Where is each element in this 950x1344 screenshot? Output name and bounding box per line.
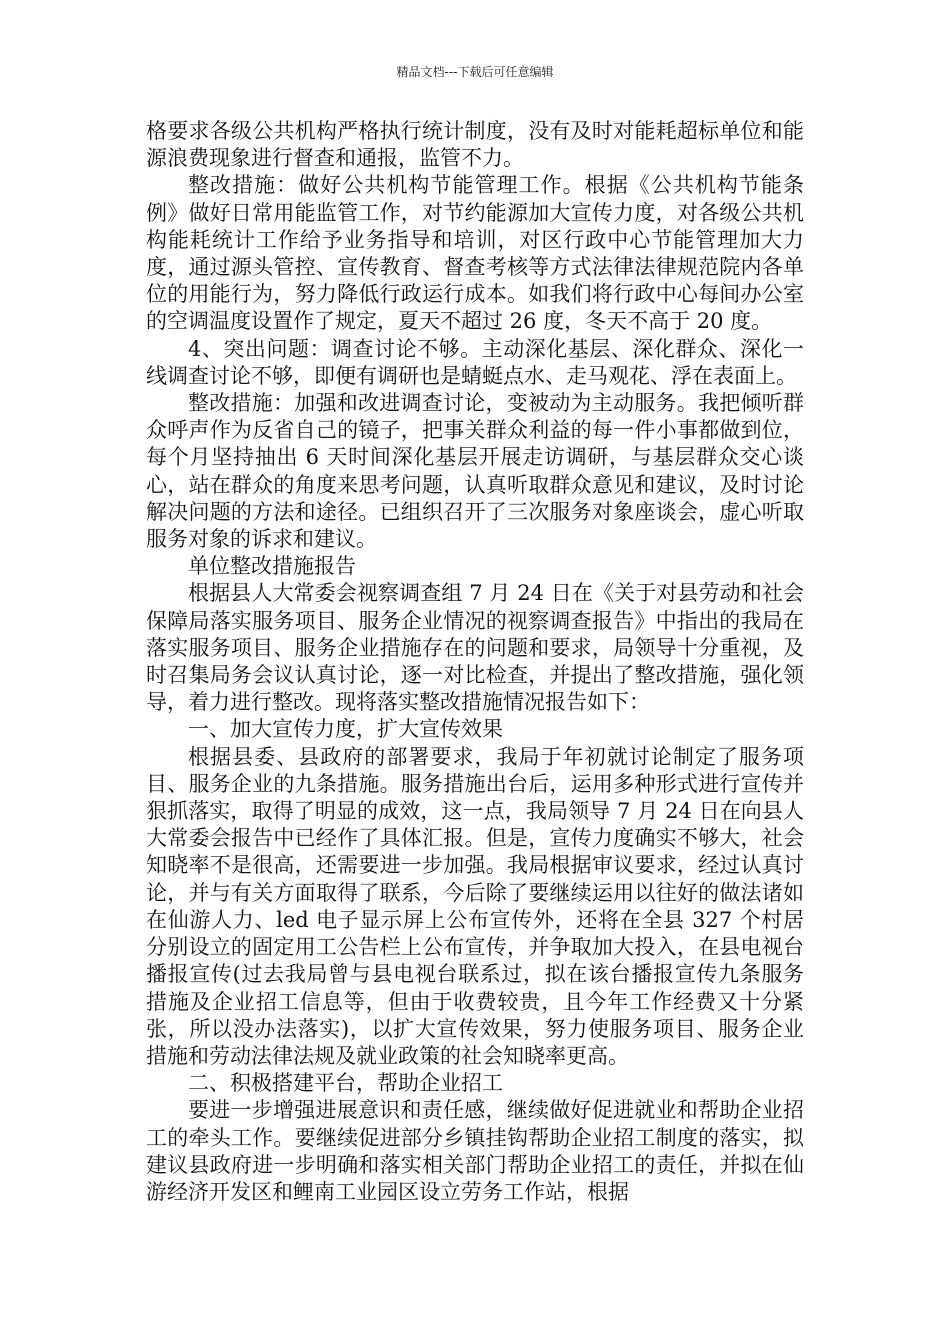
paragraph-10: 要进一步增强进展意识和责任感，继续做好促进就业和帮助企业招工的牵头工作。要继续促进部分乡镇挂钩帮助企业招工制度的落实，拟建议县政府进一步明确和落实相关部门帮助企业招工的责任，并拟在仙游经济开发区和鲤南工业园区设立劳务工作站，根据	[146, 1098, 804, 1204]
document-body	[146, 118, 804, 1206]
paragraph-8: 根据县委、县政府的部署要求，我局于年初就讨论制定了服务项目、服务企业的九条措施。服务措施出台后，运用多种形式进行宣传并狠抓落实，取得了明显的成效，这一点，我局领导 7 月 24 日在向县人大常委会报告中已经作了具体汇报。但是，宣传力度确实不够大，社会知晓率不是很高，还需要进一步加强。我局根据审议要求，经过认真讨论，并与有关方面取得了联系，今后除了要继续运用以往好的做法诸如在仙游人力、led 电子显示屏上公布宣传外，还将在全县 327 个村居分别设立的固定用工公告栏上公布宣传，并争取加大投入，在县电视台播报宣传(过去我局曾与县电视台联系过，拟在该台播报宣传九条服务措施及企业招工信息等，但由于收费较贵，且今年工作经费又十分紧张，所以没办法落实)，以扩大宣传效果，努力使服务项目、服务企业措施和劳动法律法规及就业政策的社会知晓率更高。	[146, 744, 804, 1068]
paragraph-2: 整改措施：做好公共机构节能管理工作。根据《公共机构节能条例》做好日常用能监管工作，对节约能源加大宣传力度，对各级公共机构能耗统计工作给予业务指导和培训，对区行政中心节能管理加大力度，通过源头管控、宣传教育、督查考核等方式法律法律规范院内各单位的用能行为，努力降低行政运行成本。如我们将行政中心每间办公室的空调温度设置作了规定，夏天不超过 26 度，冬天不高于 20 度。	[146, 173, 804, 334]
subheading-2: 二、积极搭建平台，帮助企业招工	[188, 1071, 503, 1096]
paragraph-4: 整改措施：加强和改进调查讨论，变被动为主动服务。我把倾听群众呼声作为反省自己的镜子，把事关群众利益的每一件小事都做到位，每个月坚持抽出 6 天时间深化基层开展走访调研，与基层群众交心谈心，站在群众的角度来思考问题，认真听取群众意见和建议，及时讨论解决问题的方法和途径。已组织召开了三次服务对象座谈会，虚心听取服务对象的诉求和建议。	[146, 391, 804, 552]
subheading-1: 一、加大宣传力度，扩大宣传效果	[188, 717, 503, 742]
paragraph-6: 根据县人大常委会视察调查组 7 月 24 日在《关于对县劳动和社会保障局落实服务项目、服务企业情况的视察调查报告》中指出的我局在落实服务项目、服务企业措施存在的问题和要求，局领导十分重视，及时召集局务会议认真讨论，逐一对比检查，并提出了整改措施，强化领导，着力进行整改。现将落实整改措施情况报告如下：	[146, 581, 804, 715]
page-header: 精品文档---下载后可任意编辑	[396, 65, 554, 79]
paragraph-3: 4、突出问题：调查讨论不够。主动深化基层、深化群众、深化一线调查讨论不够，即便有调研也是蜻蜓点水、走马观花、浮在表面上。	[146, 336, 804, 388]
paragraph-1: 格要求各级公共机构严格执行统计制度，没有及时对能耗超标单位和能源浪费现象进行督查和通报，监管不力。	[146, 119, 804, 171]
section-title: 单位整改措施报告	[188, 554, 356, 579]
